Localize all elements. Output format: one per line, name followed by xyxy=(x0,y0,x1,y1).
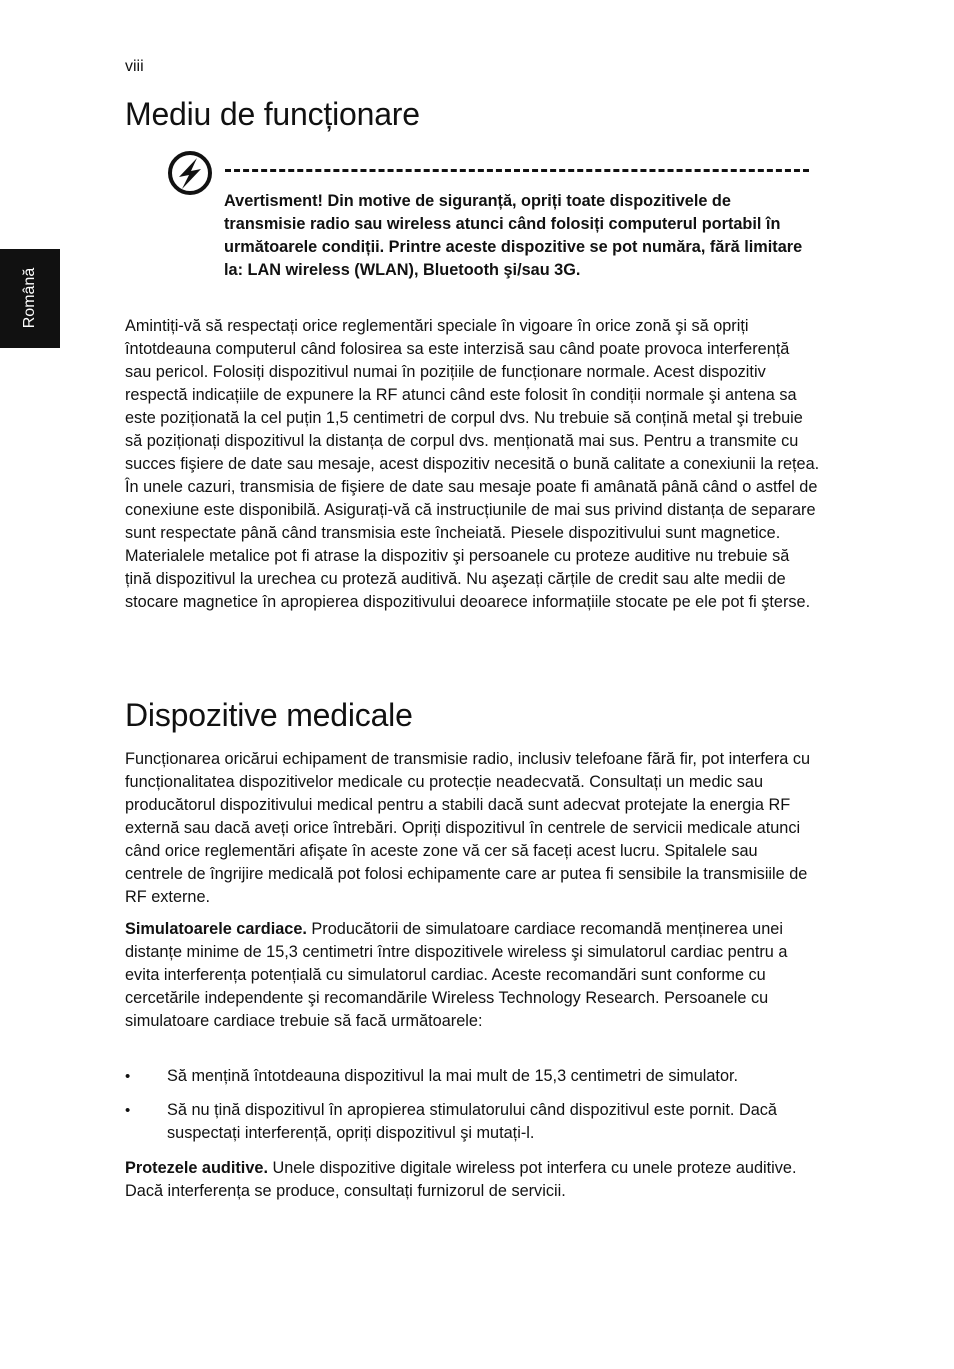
section-title-medical: Dispozitive medicale xyxy=(125,697,413,733)
hearing-aids-text: Unele dispozitive digitale wireless pot interfera cu unele proteze auditive. Dacă interferența se produce, consultați furnizorul de servicii. xyxy=(125,1159,797,1200)
lightning-warning-icon xyxy=(167,150,213,196)
bullet-marker: • xyxy=(125,1068,131,1085)
hearing-aids-lead: Protezele auditive. xyxy=(125,1159,268,1177)
bullet-text: Să nu țină dispozitivul în apropierea stimulatorului când dispozitivul este pornit. Dacă suspectați interferență, opriți dispozitivul şi mutați-l. xyxy=(167,1101,777,1142)
language-side-tab xyxy=(0,249,60,348)
pacemakers-text: Producătorii de simulatoare cardiace recomandă menținerea unei distanțe minime de 15,3 centimetri între dispozitivele wireless şi simulatorul cardiac pentru a evita interferența potențială cu simulatorul cardiac. Aceste recomandări sunt conforme cu cercetările independente şi recomandările Wireless Technology Research. Persoanele cu simulatoare cardiace trebuie să facă următoarele: xyxy=(125,920,788,1030)
hearing-aids-paragraph xyxy=(125,1157,820,1203)
pacemakers-lead: Simulatoarele cardiace. xyxy=(125,920,307,938)
section-title-environment: Mediu de funcționare xyxy=(125,96,420,132)
pacemakers-paragraph xyxy=(125,918,820,1033)
bullet-marker: • xyxy=(125,1102,131,1119)
warning-text: Avertisment! Din motive de siguranță, opriți toate dispozitivele de transmisie radio sau wireless atunci când folosiți computerul portabil în următoarele condiții. Printre aceste dispozitive se pot număra, fără limitare la: LAN wireless (WLAN), Bluetooth şi/sau 3G. xyxy=(224,192,803,279)
side-tab-label: Română xyxy=(21,267,38,329)
medical-intro-paragraph: Funcționarea oricărui echipament de transmisie radio, inclusiv telefoane fără fir, pot interfera cu funcționalitatea dispozitivelor medicale cu protecție neadecvată. Consultați un medic sau producătorul dispozitivului medical pentru a stabili dacă sunt adecvat protejate la energia RF externă sau dacă aveți orice întrebări. Opriți dispozitivul în centrele de servicii medicale atunci când orice reglementări afişate în aceste zone vă cer să faceți acest lucru. Spitalele sau centrele de îngrijire medicală pot folosi echipamente care ar putea fi sensibile la transmisiile de RF externe. xyxy=(125,750,811,906)
page-number: viii xyxy=(125,58,144,75)
bullet-text: Să mențină întotdeauna dispozitivul la mai mult de 15,3 centimetri de simulator. xyxy=(167,1067,739,1085)
environment-paragraph: Amintiți-vă să respectați orice reglementări speciale în vigoare în orice zonă şi să opriți întotdeauna computerul când folosirea sa este interzisă sau când poate provoca interferență sau pericol. Folosiți dispozitivul numai în pozițiile de funcționare normale. Acest dispozitiv respectă indicațiile de expunere la RF atunci când este folosit în condiții normale şi antena sa este poziționată la cel puțin 1,5 centimetri de corpul dvs. Nu trebuie să conțină metal şi trebuie să poziționați dispozitivul la distanța de corpul dvs. menționată mai sus. Pentru a transmite cu succes fişiere de date sau mesaje, acest dispozitiv necesită o bună calitate a conexiunii la rețea. În unele cazuri, transmisia de fişiere de date sau mesaje poate fi amânată până când o astfel de conexiune este disponibilă. Asigurați-vă că instrucțiunile de mai sus privind distanța de separare sunt respectate până când transmisia este încheiată. Piesele dispozitivului sunt magnetice. Materialele metalice pot fi atrase la dispozitiv şi persoanele cu proteze auditive nu trebuie să țină dispozitivul la urechea cu proteză auditivă. Nu aşezați cărțile de credit sau alte medii de stocare magnetice în apropierea dispozitivului deoarece informațiile stocate pe ele pot fi şterse. xyxy=(125,317,820,611)
warning-dashed-divider xyxy=(225,169,809,172)
